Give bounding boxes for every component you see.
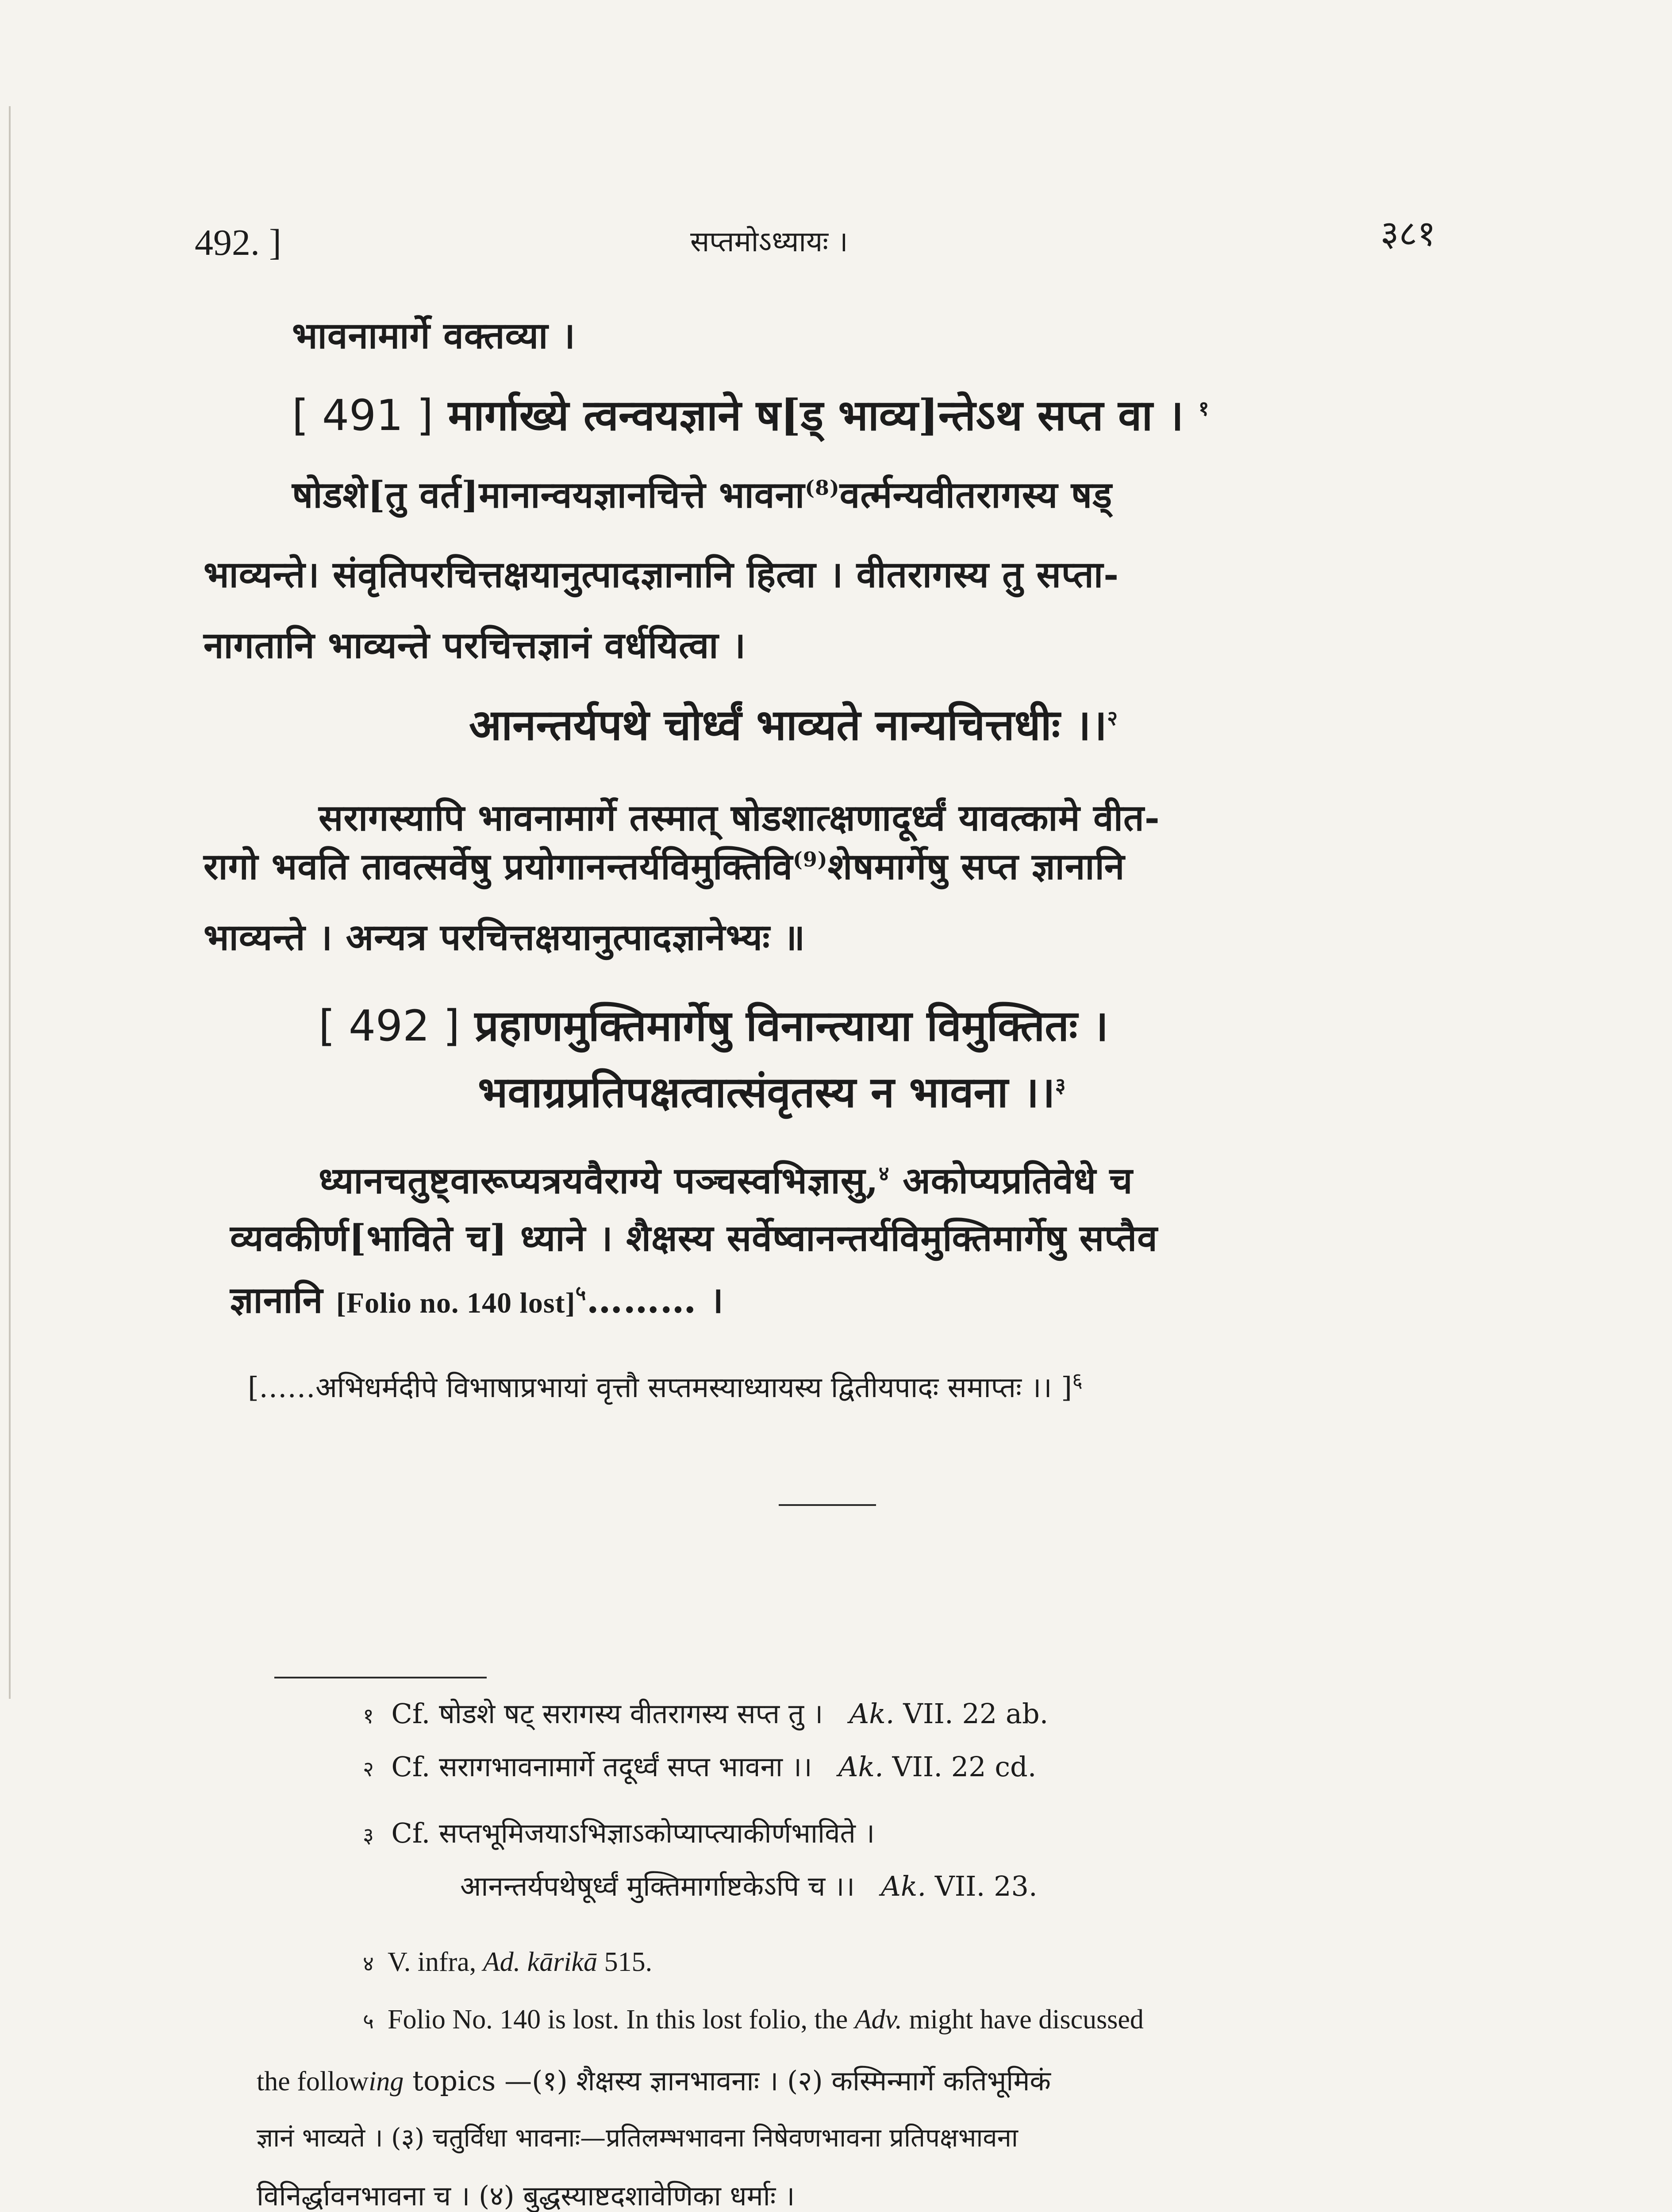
verse-text: मार्गाख्ये त्वन्वयज्ञाने ष[ड् भाव्य]न्तेऽथ सप्त वा । bbox=[448, 390, 1184, 440]
footnote-text: Folio No. 140 is lost. In this lost folio, the bbox=[387, 2005, 848, 2035]
footnote-marker: ५ bbox=[575, 1281, 587, 1305]
footnote-loc: 515. bbox=[604, 1947, 653, 1977]
footnote-text-italic: ing bbox=[369, 2066, 404, 2097]
footnote-ref: Ad. kārikā bbox=[483, 1947, 598, 1977]
para3-line2: व्यवकीर्ण[भाविते च] ध्याने । शैक्षस्य सर्वेष्वानन्तर्यविमुक्तिमार्गेषु सप्तैव bbox=[230, 1217, 1158, 1260]
footnote-text: आनन्तर्यपथेषूर्ध्वं मुक्तिमार्गाष्टकेऽपि च ।। bbox=[460, 1870, 855, 1902]
verse-anantarya bbox=[469, 695, 1118, 753]
footnote-number: ३ bbox=[363, 1823, 374, 1848]
footnote-3-line2 bbox=[460, 1867, 1038, 1904]
footnote-5-line3: ज्ञानं भाव्यते । (३) चतुर्विधा भावनाः—प्रतिलम्भभावना निषेवणभावना प्रतिपक्षभावना bbox=[257, 2123, 1018, 2153]
para2-line2 bbox=[204, 841, 1125, 890]
para1-line2: भाव्यन्ते। संवृतिपरचित्तक्षयानुत्पादज्ञानानि हित्वा । वीतरागस्य तु सप्ता- bbox=[204, 553, 1119, 596]
footnote-marker: ४ bbox=[878, 1161, 890, 1186]
footnote-number: ५ bbox=[363, 2010, 374, 2033]
text-run: वर्त्मन्यवीतरागस्य षड् bbox=[839, 474, 1112, 516]
footnote-text: might have discussed bbox=[909, 2005, 1144, 2035]
page-number-right: ३८१ bbox=[1380, 213, 1436, 254]
footnote-2 bbox=[363, 1747, 1036, 1785]
footnote-text: V. infra, bbox=[387, 1947, 477, 1977]
footnote-loc: VII. 22 ab. bbox=[903, 1697, 1049, 1730]
footnote-loc: VII. 23. bbox=[934, 1870, 1038, 1902]
footnote-marker: १ bbox=[1198, 396, 1209, 420]
para1-line3: नागतानि भाव्यन्ते परचित्तज्ञानं वर्धयित्वा । bbox=[204, 624, 746, 667]
footnote-marker: २ bbox=[1107, 706, 1118, 730]
footnote-5-line2 bbox=[257, 2062, 1051, 2099]
para2-line3: भाव्यन्ते । अन्यत्र परचित्तक्षयानुत्पादज्ञानेभ्यः ॥ bbox=[204, 916, 806, 959]
folio-marker: (9) bbox=[793, 847, 828, 872]
footnote-5-line4: विनिर्द्धावनभावना च । (४) बुद्धस्याष्टदशावेणिका धर्माः । bbox=[257, 2180, 795, 2212]
footnote-number: ४ bbox=[363, 1952, 374, 1976]
verse-number: [ 491 ] bbox=[292, 391, 434, 440]
colophon-text: [……अभिधर्मदीपे विभाषाप्रभायां वृत्तौ सप्तमस्याध्यायस्य द्वितीयपादः समाप्तः ।। ] bbox=[248, 1371, 1072, 1404]
verse-text: भवाग्रप्रतिपक्षत्वात्संवृतस्य न भावना ।। bbox=[478, 1067, 1055, 1117]
verse-number: [ 492 ] bbox=[319, 1001, 460, 1051]
footnote-ref: Ak. bbox=[838, 1751, 884, 1783]
footnote-text: the follow bbox=[257, 2066, 369, 2097]
para2-line1: सरागस्यापि भावनामार्गे तस्मात् षोडशात्क्षणादूर्ध्वं यावत्कामे वीत- bbox=[319, 797, 1160, 839]
footnote-text: Cf. सप्तभूमिजयाऽभिज्ञाऽकोप्याप्त्याकीर्णभाविते । bbox=[391, 1817, 875, 1849]
colophon bbox=[248, 1367, 1083, 1406]
para3-line3 bbox=[230, 1274, 724, 1324]
verse-492-line2 bbox=[478, 1062, 1066, 1120]
verse-492-line1 bbox=[319, 995, 1108, 1053]
text-run: ……… । bbox=[586, 1279, 724, 1321]
footnote-number: २ bbox=[363, 1757, 374, 1782]
footnote-loc: VII. 22 cd. bbox=[892, 1751, 1037, 1783]
page-edge-line bbox=[9, 106, 11, 1699]
text-run: रागो भवति तावत्सर्वेषु प्रयोगानन्तर्यविमुक्तिवि bbox=[204, 845, 793, 888]
footnote-3-line1 bbox=[363, 1814, 875, 1851]
text-run: अकोप्यप्रतिवेधे च bbox=[903, 1160, 1133, 1202]
intro-line: भावनामार्गे वक्तव्या । bbox=[292, 315, 576, 357]
footnote-1 bbox=[363, 1694, 1048, 1732]
text-run: शेषमार्गेषु सप्त ज्ञानानि bbox=[827, 845, 1125, 888]
running-header: सप्तमोऽध्यायः । bbox=[690, 226, 848, 258]
footnote-4 bbox=[363, 1947, 652, 1978]
folio-lost-note: [Folio no. 140 lost] bbox=[336, 1287, 576, 1319]
verse-text: आनन्तर्यपथे चोर्ध्वं भाव्यते नान्यचित्तधीः ।। bbox=[469, 700, 1107, 750]
footnote-text: Cf. सरागभावनामार्गे तदूर्ध्वं सप्त भावना ।। bbox=[391, 1751, 812, 1783]
para1-line1 bbox=[292, 469, 1112, 518]
footnote-number: १ bbox=[363, 1704, 374, 1728]
footnote-text: Cf. षोडशे षट् सरागस्य वीतरागस्य सप्त तु । bbox=[391, 1697, 823, 1730]
text-run: ध्यानचतुष्ट्वारूप्यत्रयवैराग्ये पञ्चस्वभिज्ञासु, bbox=[319, 1160, 879, 1202]
verse-text: प्रहाणमुक्तिमार्गेषु विनान्त्याया विमुक्तितः । bbox=[474, 1001, 1109, 1051]
footnote-5-line1 bbox=[363, 2004, 1144, 2035]
text-run: षोडशे[तु वर्त]मानान्वयज्ञानचित्ते भावना bbox=[292, 474, 805, 516]
footnote-ref: Ak. bbox=[849, 1697, 895, 1730]
footnote-text: topics —(१) शैक्षस्य ज्ञानभावनाः । (२) कस्मिन्मार्गे कतिभूमिकं bbox=[412, 2065, 1051, 2097]
footnote-ref: Adv. bbox=[854, 2005, 903, 2035]
para3-line1 bbox=[319, 1155, 1133, 1204]
folio-marker: (8) bbox=[805, 476, 840, 500]
footnote-ref: Ak. bbox=[881, 1870, 926, 1902]
footnote-marker: ३ bbox=[1055, 1073, 1066, 1097]
verse-491 bbox=[292, 385, 1209, 443]
footnote-marker: ६ bbox=[1072, 1368, 1083, 1392]
footnote-rule bbox=[274, 1677, 487, 1678]
page-number-left: 492. ] bbox=[195, 222, 281, 263]
text-run: ज्ञानानि bbox=[230, 1279, 323, 1321]
section-divider bbox=[779, 1504, 876, 1506]
